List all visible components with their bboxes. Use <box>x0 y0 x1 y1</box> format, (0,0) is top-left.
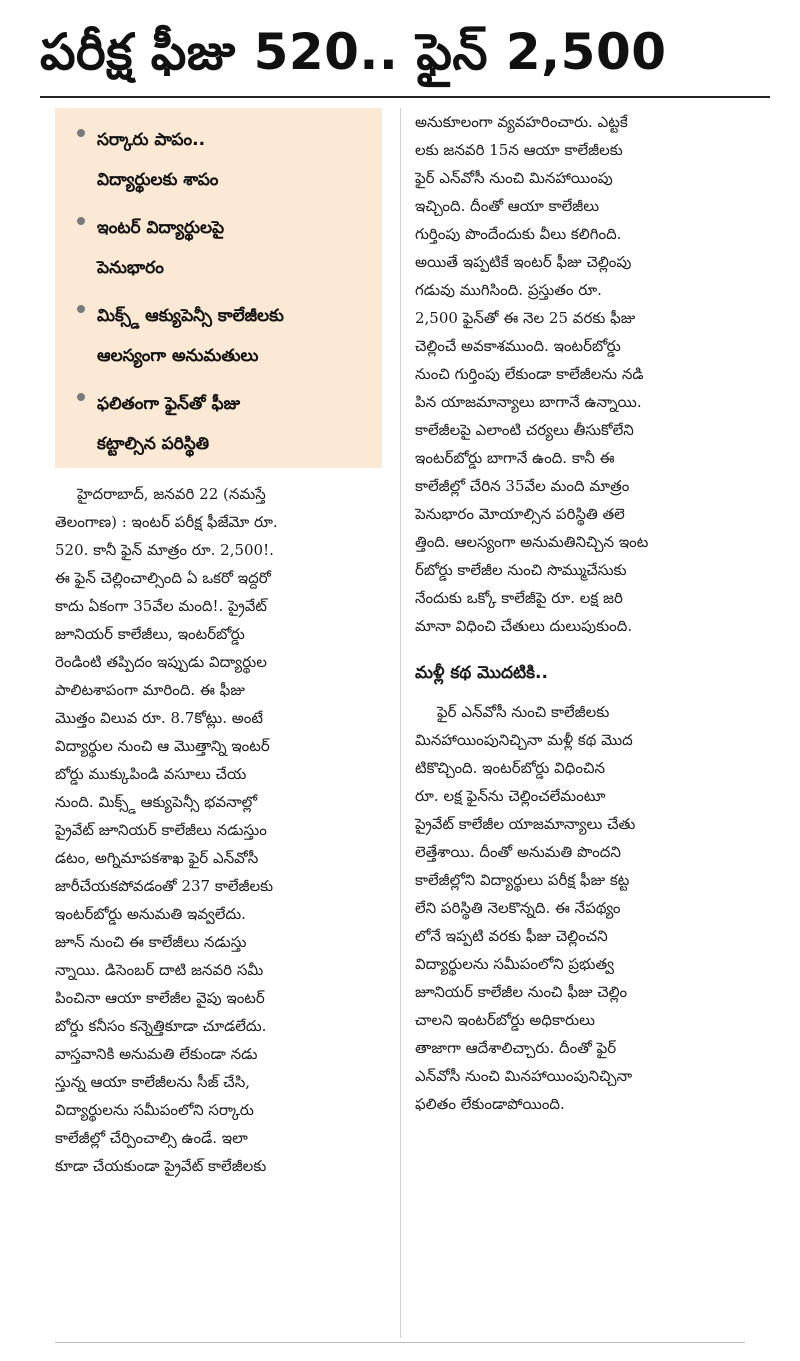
text-line: పించినా ఆయా కాలేజీల వైపు ఇంటర్ <box>55 989 265 1007</box>
text-line: లెత్తేశాయి. దీంతో అనుమతి పొందని <box>415 843 621 861</box>
highlight-line: పెనుభారం <box>97 258 164 278</box>
text-line: కూడా చేయకుండా ప్రైవేట్ కాలేజీలకు <box>55 1157 267 1175</box>
text-line: స్తున్న ఆయా కాలేజీలను సీజ్ చేసి, <box>55 1073 251 1091</box>
column-divider <box>400 108 401 1338</box>
subheading: మళ్లీ కథ మొదటికి.. <box>415 663 548 683</box>
text-line: చెల్లించే అవకాశముంది. ఇంటర్‌బోర్డు <box>415 337 621 355</box>
text-line: విద్యార్థులను సమీపంలోని సర్కారు <box>55 1101 254 1119</box>
footer-rule <box>55 1342 745 1343</box>
highlight-line: ఆలస్యంగా అనుమతులు <box>97 346 259 366</box>
highlight-line: ఇంటర్ విద్యార్థులపై <box>97 218 225 238</box>
text-line: రెండింటి తప్పిదం ఇప్పుడు విద్యార్థుల <box>55 653 267 671</box>
text-line: పిన యాజమాన్యాలు బాగానే ఉన్నాయి. <box>415 393 642 411</box>
text-line: బోర్డు కనీసం కన్నెత్తికూడా చూడలేదు. <box>55 1017 267 1035</box>
text-line: ప్రైవేట్ జూనియర్ కాలేజీలు నడుస్తుం <box>55 821 267 839</box>
text-line: కాలేజీల్లోని విద్యార్థులు పరీక్ష ఫీజు కట్ట <box>415 871 630 889</box>
highlight-item <box>75 296 372 376</box>
highlight-line: విద్యార్థులకు శాపం <box>97 170 219 190</box>
text-line: లోనే ఇప్పటి వరకు ఫీజు చెల్లించని <box>415 927 608 945</box>
text-line: విద్యార్థులను సమీపంలోని ప్రభుత్వ <box>415 955 614 973</box>
bullet-icon <box>77 305 85 313</box>
text-line: త్తింది. ఆలస్యంగా అనుమతినిచ్చిన ఇంట <box>415 533 649 551</box>
text-line: అయితే ఇప్పటికే ఇంటర్ ఫీజు చెల్లింపు <box>415 253 632 271</box>
text-line: 2,500 ఫైన్‌తో ఈ నెల 25 వరకు ఫీజు <box>415 309 636 327</box>
text-line: ఫలితం లేకుండాపోయింది. <box>415 1095 565 1113</box>
text-line: తెలంగాణ) : ఇంటర్ పరీక్ష ఫీజేమో రూ. <box>55 513 278 531</box>
text-line: జారీచేయకపోవడంతో 237 కాలేజీలకు <box>55 877 274 895</box>
text-line: ర్‌బోర్డు కాలేజీల నుంచి సొమ్ముచేసుకు <box>415 561 627 579</box>
highlight-item <box>75 120 372 200</box>
text-line: గడువు ముగిసింది. ప్రస్తుతం రూ. <box>415 281 602 299</box>
text-line: ఫైర్ ఎన్‌వోసీ నుంచి కాలేజీలకు <box>437 703 610 721</box>
text-line: జూన్ నుంచి ఈ కాలేజీలు నడుస్తు <box>55 933 247 951</box>
text-line: ఫైర్ ఎన్‌వోసీ నుంచి మినహాయింపు <box>415 169 613 187</box>
text-line: లేని పరిస్థితి నెలకొన్నది. ఈ నేపథ్యం <box>415 899 621 917</box>
text-line: మానా విధించి చేతులు దులుపుకుంది. <box>415 617 633 635</box>
article-column-left <box>55 480 385 1180</box>
text-line: జూనియర్ కాలేజీల నుంచి ఫీజు చెల్లిం <box>415 983 628 1001</box>
text-line: ఇంటర్‌బోర్డు అనుమతి ఇవ్వలేదు. <box>55 905 246 923</box>
text-line: కాలేజీల్లో చేరిన 35వేల మంది మాత్రం <box>415 477 630 495</box>
headline-rule <box>40 96 770 98</box>
text-line: జూనియర్ కాలేజీలు, ఇంటర్‌బోర్డు <box>55 625 245 643</box>
text-line: ఇంటర్‌బోర్డు బాగానే ఉంది. కానీ ఈ <box>415 449 615 467</box>
text-line: 520. కానీ ఫైన్ మాత్రం రూ. 2,500!. <box>55 541 274 559</box>
text-line: ఎన్‌వోసీ నుంచి మినహాయింపునిచ్చినా <box>415 1067 633 1085</box>
highlight-item <box>75 384 372 464</box>
bullet-icon <box>77 129 85 137</box>
text-line: ప్రైవేట్ కాలేజీల యాజమాన్యాలు చేతు <box>415 815 636 833</box>
text-line: కాదు ఏకంగా 35వేల మంది!. ప్రైవేట్ <box>55 597 268 615</box>
text-line: హైదరాబాద్, జనవరి 22 (నమస్తే <box>77 485 266 503</box>
text-line: రూ. లక్ష ఫైన్‌ను చెల్లించలేమంటూ <box>415 787 606 805</box>
text-line: ఈ ఫైన్ చెల్లించాల్సింది ఏ ఒకరో ఇద్దరో <box>55 569 271 587</box>
highlight-item <box>75 208 372 288</box>
text-line: వాస్తవానికి అనుమతి లేకుండా నడు <box>55 1045 258 1063</box>
text-line: పెనుభారం మోయాల్సిన పరిస్థితి తలె <box>415 505 625 523</box>
text-line: అనుకూలంగా వ్యవహరించారు. ఎట్టకే <box>415 113 628 131</box>
article-column-right <box>415 108 745 1118</box>
text-line: టికొచ్చింది. ఇంటర్‌బోర్డు విధించిన <box>415 759 605 777</box>
text-line: మొత్తం విలువ రూ. 8.7కోట్లు. అంటే <box>55 709 263 727</box>
headline: పరీక్ష ఫీజు 520.. ఫైన్ 2,500 <box>40 23 667 81</box>
bullet-icon <box>77 393 85 401</box>
text-line: ఇచ్చింది. దీంతో ఆయా కాలేజీలు <box>415 197 600 215</box>
text-line: గుర్తింపు పొందేందుకు వీలు కలిగింది. <box>415 225 622 243</box>
text-line: కాలేజీల్లో చేర్పించాల్సి ఉండే. ఇలా <box>55 1129 248 1147</box>
text-line: తాజాగా ఆదేశాలిచ్చారు. దీంతో ఫైర్ <box>415 1039 617 1057</box>
text-line: కాలేజీలపై ఎలాంటి చర్యలు తీసుకోలేని <box>415 421 634 439</box>
text-line: డటం, అగ్నిమాపకశాఖ ఫైర్ ఎన్‌వోసీ <box>55 849 259 867</box>
bullet-icon <box>77 217 85 225</box>
highlight-line: కట్టాల్సిన పరిస్థితి <box>97 434 210 454</box>
text-line: న్నాయి. డిసెంబర్ దాటి జనవరి సమీ <box>55 961 264 979</box>
text-line: నుంచి గుర్తింపు లేకుండా కాలేజీలను నడి <box>415 365 644 383</box>
text-line: నుంది. మిక్స్డ్ ఆక్యుపెన్సీ భవనాల్లో <box>55 793 258 811</box>
text-line: విద్యార్థుల నుంచి ఆ మొత్తాన్ని ఇంటర్ <box>55 737 270 755</box>
text-line: నేందుకు ఒక్కో కాలేజీపై రూ. లక్ష జరి <box>415 589 623 607</box>
text-line: లకు జనవరి 15న ఆయా కాలేజీలకు <box>415 141 623 159</box>
highlight-line: మిక్స్డ్ ఆక్యుపెన్సీ కాలేజీలకు <box>97 306 284 326</box>
highlights-box <box>55 108 382 468</box>
text-line: మినహాయింపునిచ్చినా మళ్లీ కథ మొద <box>415 731 633 749</box>
text-line: పాలిటశాపంగా మారింది. ఈ ఫీజు <box>55 681 245 699</box>
highlight-line: ఫలితంగా ఫైన్‌తో ఫీజు <box>97 394 241 414</box>
text-line: బోర్డు ముక్కుపిండి వసూలు చేయ <box>55 765 247 783</box>
highlight-line: సర్కారు పాపం.. <box>97 130 206 150</box>
text-line: చాలని ఇంటర్‌బోర్డు అధికారులు <box>415 1011 595 1029</box>
